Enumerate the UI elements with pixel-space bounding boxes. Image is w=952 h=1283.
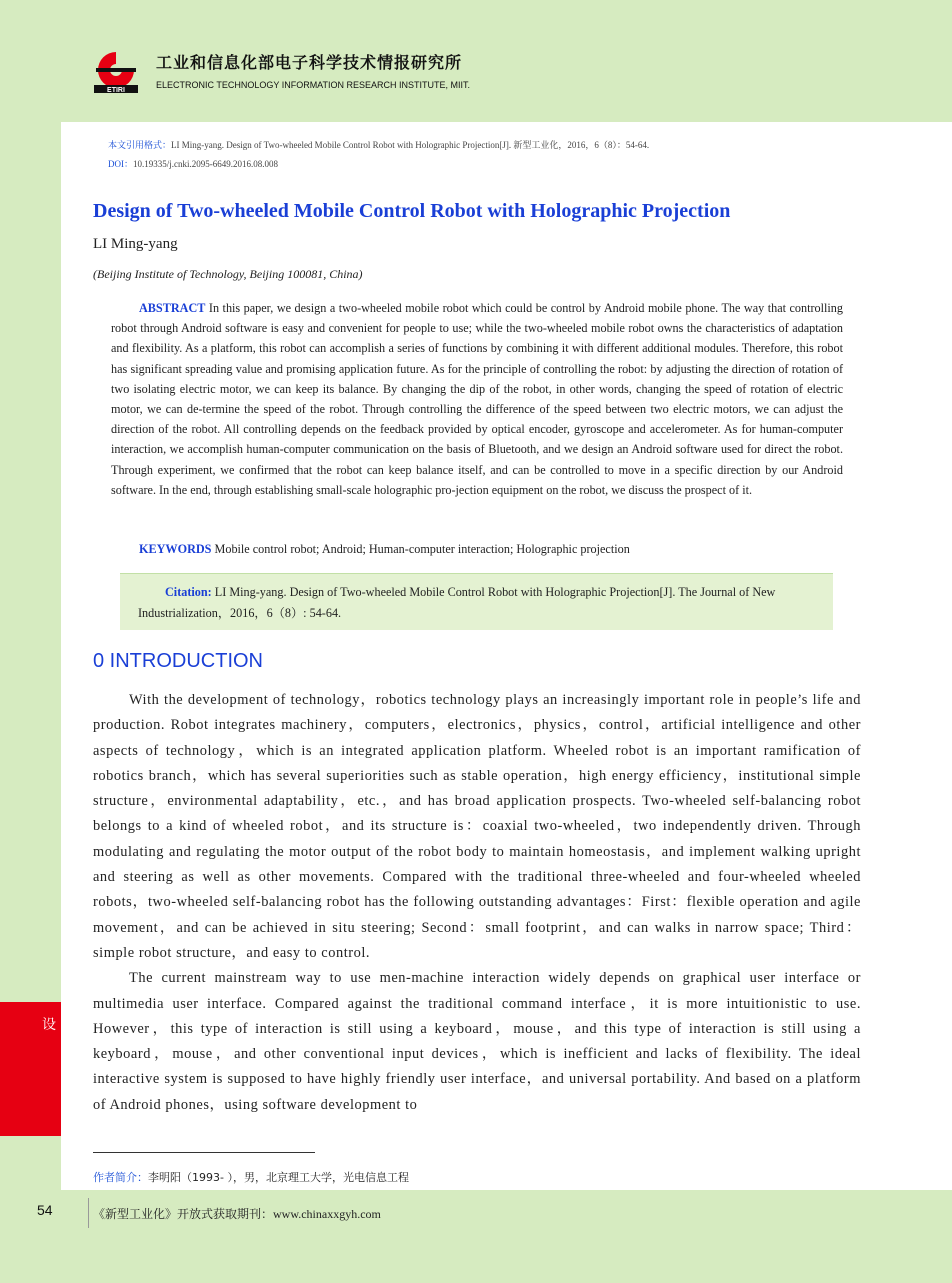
etiri-logo-icon	[92, 50, 140, 94]
footer-journal-text: 《新型工业化》开放式获取期刊：www.chinaxxgyh.com	[93, 1207, 381, 1221]
citation-label: Citation:	[165, 585, 212, 599]
introduction-body	[93, 688, 861, 1118]
institute-name-cn: 工业和信息化部电子科学技术情报研究所	[156, 53, 463, 72]
citation-box	[120, 573, 833, 630]
paper-affiliation: (Beijing Institute of Technology, Beijing 100081, China)	[93, 267, 363, 281]
doi-label: DOI：	[108, 159, 133, 169]
paper-author: LI Ming-yang	[93, 236, 178, 252]
footnote-divider	[93, 1152, 315, 1153]
footnote-text: 李明阳（1993- ），男，北京理工大学，光电信息工程	[148, 1171, 409, 1184]
doi-line	[108, 157, 278, 170]
svg-text:ETIRI: ETIRI	[107, 87, 125, 94]
keywords	[139, 542, 630, 557]
abstract	[111, 298, 843, 500]
footer-divider	[88, 1198, 89, 1228]
side-tab-text: 设	[42, 1017, 56, 1033]
citation-text-block	[138, 582, 822, 624]
institute-name-en: ELECTRONIC TECHNOLOGY INFORMATION RESEARCH INSTITUTE, MIIT.	[156, 80, 471, 90]
doi-value[interactable]: 10.19335/j.cnki.2095-6649.2016.08.008	[133, 159, 278, 169]
footnote-label: 作者简介：	[93, 1171, 148, 1184]
author-footnote	[93, 1169, 409, 1185]
journal-header	[0, 0, 952, 122]
keywords-text: Mobile control robot; Android; Human-computer interaction; Holographic projection	[214, 542, 630, 556]
citation-text: LI Ming-yang. Design of Two-wheeled Mobile Control Robot with Holographic Projection[J]. The Journal of New Industrialization，2016，6（8）: 54-64.	[138, 585, 776, 620]
citation-format-text: LI Ming-yang. Design of Two-wheeled Mobile Control Robot with Holographic Projection[J]. 新型工业化，2016，6（8）：54-64.	[171, 140, 650, 150]
abstract-label: ABSTRACT	[139, 301, 206, 315]
citation-format-label: 本文引用格式：	[108, 140, 172, 150]
paragraph: The current mainstream way to use men-machine interaction widely depends on graphical user interface or multimedia user interface. Compared against the traditional command interface，it is more intuitionistic to use. However，this type of interaction is still using a keyboard，mouse，and this type of interaction is still using a keyboard，mouse，and other conventional input devices，which is inefficient and lacks of flexibility. The ideal interactive system is supposed to have highly friendly user interface，and universal portability. And based on a platform of Android phones，using software development to	[93, 970, 861, 1113]
abstract-text: In this paper, we design a two-wheeled mobile robot which could be control by Android mobile phone. The way that controlling robot through Android software is easy and convenient for people to use; while the two-wheeled mobile robot owns the characteristics of adaptation and flexibility. As a platform, this robot can accomplish a series of functions by combining it with different additional modules. Therefore, this robot has significant spreading value and promising application future. As for the principle of controlling the robot: by adjusting the direction of rotation of two isolating electric motor, we can keep its balance. By changing the dip of the robot, in other words, changing the speed of rotation of electric motor, we can de-termine the speed of the robot. Through controlling the difference of the speed between two electric motors, we can adjust the direction of the robot. All controlling depends on the feedback provided by optical encoder, gyroscope and accelerometer. As for human-computer interaction, we accomplish human-computer communication on the basis of Bluetooth, and we design an Android software used for direct the robot. Through experiment, we confirmed that the robot can keep balance itself, and can be controlled to move in a specific direction by our Android software. In the end, through establishing small-scale holographic pro-jection equipment on the robot, we discuss the prospect of it.	[111, 301, 843, 497]
paragraph: With the development of technology，robotics technology plays an increasingly important role in people’s life and production. Robot integrates machinery，computers，electronics，physics，control，artificial intelligence and other aspects of technology，which is an integrated application platform. Wheeled robot is an important ramification of robotics branch，which has several superiorities such as stable operation，high energy efficiency，institutional simple structure，environmental adaptability，etc.，and has broad application prospects. Two-wheeled self-balancing robot belongs to a kind of wheeled robot，and its structure is：coaxial two-wheeled，two independently driven. Through modulating and regulating the motor output of the robot body to maintain homeostasis，and implement walking upright and steering as well as other movements. Compared with the traditional three-wheeled and four-wheeled wheeled robots，two-wheeled self-balancing robot has the following outstanding advantages：First：flexible operation and agile movement，and can be achieved in situ steering; Second：small footprint，and can walks in narrow space; Third：simple robot structure，and easy to control.	[93, 692, 861, 961]
section-heading: 0 INTRODUCTION	[93, 650, 263, 672]
citation-format-line	[108, 138, 649, 151]
keywords-label: KEYWORDS	[139, 542, 212, 556]
page-number: 54	[37, 1202, 53, 1218]
paper-title: Design of Two-wheeled Mobile Control Robot with Holographic Projection	[93, 200, 731, 222]
